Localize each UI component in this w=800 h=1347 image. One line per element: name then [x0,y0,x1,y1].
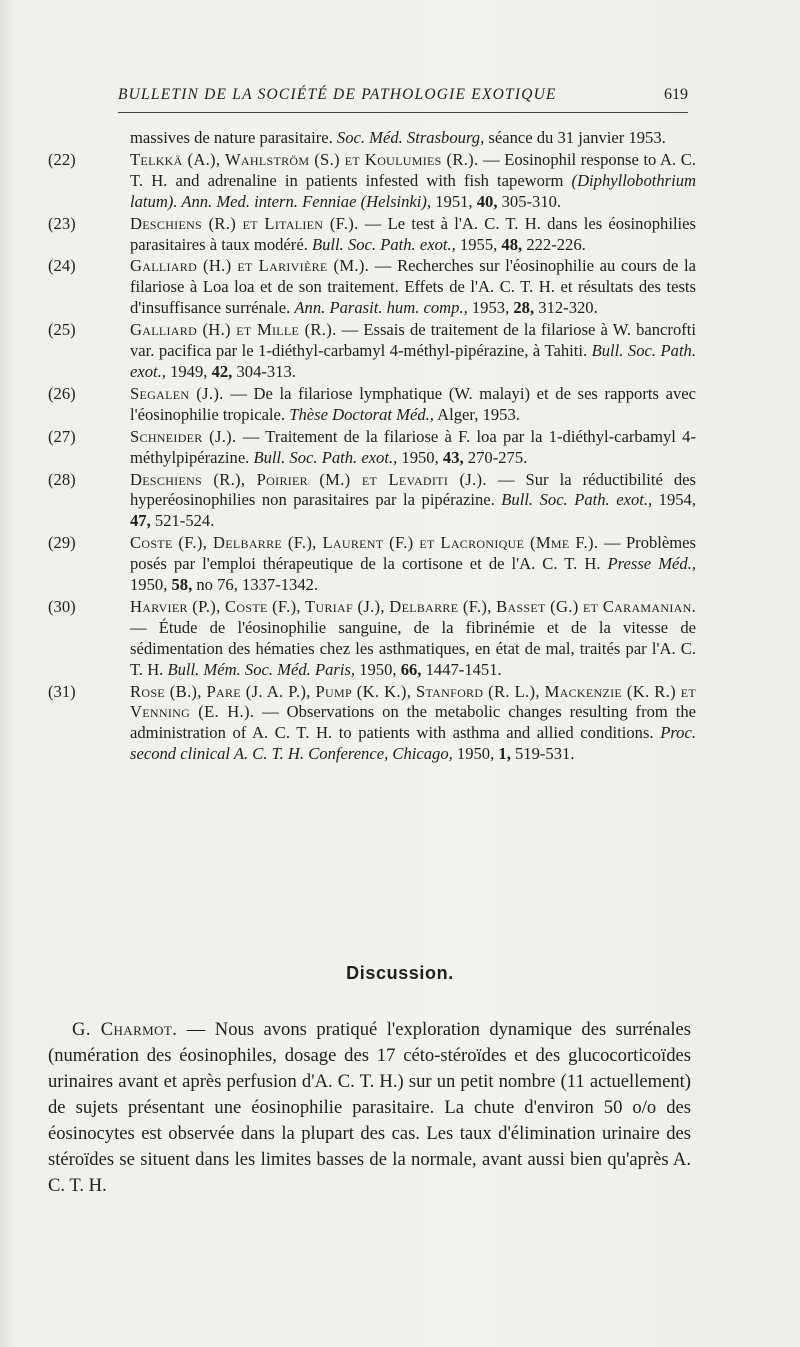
reference-year: 1949, [165,361,212,381]
reference-number: (28) [48,469,76,489]
reference-number: (29) [48,533,76,553]
reference-number: (22) [48,149,76,169]
reference-authors: Segalen (J.). [130,383,224,403]
reference-text: — Recherches sur l'éosinophilie au cours de la filariose à Loa loa et de son traitement. Effets de l'A. C. T. H. et résultats des tests d'insuffisance surrénale. [130,256,696,318]
running-title: BULLETIN DE LA SOCIÉTÉ DE PATHOLOGIE EXOTIQUE [118,86,557,103]
discussion-heading: Discussion. [346,963,454,983]
reference-volume: 48, [501,234,523,254]
reference-journal: Presse Méd., [607,554,696,574]
reference-volume: 42, [211,361,233,381]
reference-pages: 305-310. [497,191,562,211]
reference-text: — Le test à l'A. C. T. H. dans les éosinophilies parasitaires à taux modéré. [130,213,696,254]
discussion-text: — Nous avons pratiqué l'exploration dynamique des surrénales (numération des éosinophiles, dosage des 17 céto-stéroïdes et des glucocorticoïdes urinaires avant et après perfusion d'A. C. T. H.) sur un petit nombre (11 actuellement) de sujets présentant une éosinophilie parasitaire. La chute d'environ 50 o/o des éosinocytes est observée dans la plupart des cas. Les taux d'élimination urinaire des stéroïdes se situent dans les limites basses de la normale, avant aussi bien qu'après A. C. T. H. [48,1019,691,1196]
reference-continuation [48,128,696,149]
discussion-paragraph [48,1017,691,1199]
reference-authors: Harvier (P.), Coste (F.), Turiaf (J.), Delbarre (F.), Basset (G.) et Caramanian. [130,596,696,616]
reference-authors: Schneider (J.). [130,426,237,446]
reference-list [48,128,696,766]
reference-journal: Bull. Soc. Path. exot., [312,234,456,254]
reference-item [48,682,696,766]
reference-year: 1954, [652,490,697,510]
reference-text: — Traitement de la filariose à F. loa par la 1-diéthyl-carbamyl 4-méthylpipérazine. [130,426,696,467]
reference-item [48,214,696,256]
reference-text: — Étude de l'éosinophilie sanguine, de la fibrinémie et de la vitesse de sédimentation des hématies chez les asthmatiques, en état de mal, traités par l'A. C. T. H. [130,617,696,679]
reference-volume: 66, [400,659,422,679]
reference-journal: Bull. Mém. Soc. Méd. Paris, [167,659,356,679]
reference-item [48,533,696,596]
reference-number: (25) [48,320,76,340]
reference-journal: Thèse Doctorat Méd., [289,404,434,424]
reference-text: — Eosinophil response to A. C. T. H. and adrenaline in patients infested with fish tapeworm [130,149,696,190]
reference-year: Alger, 1953. [433,404,520,424]
reference-item [48,256,696,319]
page-number: 619 [664,86,688,103]
reference-authors: Galliard (H.) et Mille (R.). [130,320,337,340]
reference-year: 1950, [452,744,499,764]
reference-authors: Deschiens (R.) et Litalien (F.). [130,213,359,233]
reference-year: 1955, [455,234,502,254]
reference-pages: 222-226. [522,234,586,254]
reference-item [48,597,696,681]
reference-pages: 270-275. [463,447,528,467]
reference-journal: Ann. Parasit. hum. comp., [294,298,468,318]
reference-year: 1953, [467,298,514,318]
reference-volume: 47, [130,511,151,531]
reference-volume: 28, [513,298,535,318]
reference-number: (27) [48,426,76,446]
reference-journal: Bull. Soc. Path. exot., [130,341,697,381]
reference-year: 1950, [130,575,172,595]
discussion-speaker: G. Charmot. [72,1019,178,1040]
reference-journal: Proc. second clinical A. C. T. H. Conference, Chicago, [130,723,696,764]
reference-item [48,320,696,383]
reference-pages: 312-320. [534,298,598,318]
reference-authors: Deschiens (R.), Poirier (M.) et Levaditi (J.). [130,469,487,489]
header-rule [118,112,688,113]
reference-number: (31) [48,681,76,701]
reference-entries [48,150,696,765]
continuation-text-end: séance du 31 janvier 1953. [484,128,666,147]
reference-number: (24) [48,256,76,276]
reference-pages: 519-531. [510,744,575,764]
reference-item [48,470,696,533]
reference-authors: Galliard (H.) et Larivière (M.). [130,256,370,276]
reference-journal: (Diphyllobothrium latum). Ann. Med. intern. Fenniae (Helsinki), [130,170,696,211]
reference-item [48,384,696,426]
reference-item [48,427,696,469]
continuation-text: massives de nature parasitaire. [130,128,337,147]
reference-text: — Essais de traitement de la filariose à W. bancrofti var. pacifica par le 1-diéthyl-carbamyl 4-méthyl-pipérazine, à Tahiti. [130,320,696,361]
reference-number: (26) [48,383,76,403]
reference-journal: Bull. Soc. Path. exot., [501,490,653,510]
reference-text: — Sur la réductibilité des hyperéosinophilies non parasitaires par la pipérazine. [130,469,696,510]
reference-pages: 304-313. [232,361,296,381]
reference-journal: Bull. Soc. Path. exot., [253,447,398,467]
reference-year: 1950, [397,447,443,467]
reference-item [48,150,696,213]
reference-authors: Rose (B.), Pare (J. A. P.), Pump (K. K.), Stanford (R. L.), Mackenzie (K. R.) et Venning (E. H.). [130,681,696,722]
reference-volume: 40, [476,191,498,211]
reference-pages: no 76, 1337-1342. [192,575,319,595]
reference-number: (23) [48,213,76,233]
reference-authors: Coste (F.), Delbarre (F.), Laurent (F.) et Lacronique (Mme F.). [130,533,599,553]
reference-volume: 58, [171,575,193,595]
reference-pages: 521-524. [150,511,215,531]
reference-number: (30) [48,596,76,616]
reference-year: 1950, [355,659,401,679]
reference-text: — De la filariose lymphatique (W. malayi) et de ses rapports avec l'éosinophilie tropicale. [130,383,696,424]
continuation-journal: Soc. Méd. Strasbourg, [336,128,485,147]
reference-authors: Telkkä (A.), Wahlström (S.) et Koulumies (R.). [130,149,479,169]
page-header [118,86,688,108]
reference-pages: 1447-1451. [421,659,502,679]
reference-year: 1951, [431,191,477,211]
reference-text: — Problèmes posés par l'emploi thérapeutique de la cortisone et de l'A. C. T. H. [130,533,696,574]
reference-volume: 1, [498,744,511,764]
reference-volume: 43, [442,447,464,467]
reference-text: — Observations on the metabolic changes resulting from the administration of A. C. T. H. to patients with asthma and allied conditions. [130,702,697,743]
